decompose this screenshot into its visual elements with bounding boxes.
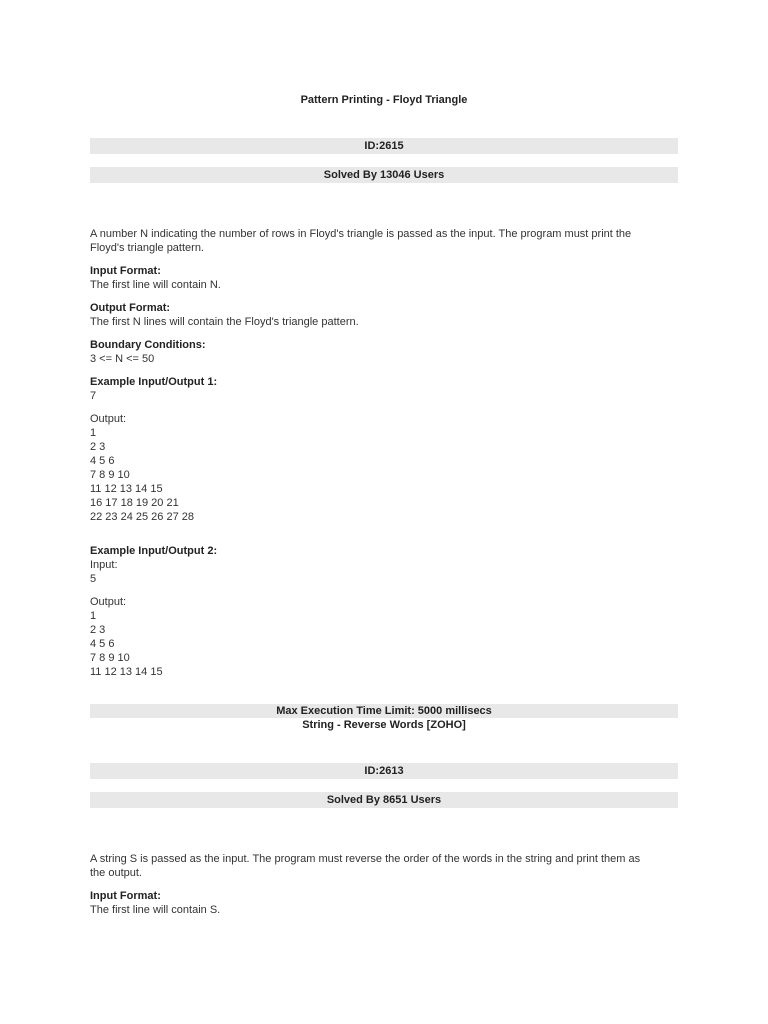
- output-line: 4 5 6: [90, 455, 115, 467]
- input-format-section: [90, 889, 678, 917]
- problem-title: String - Reverse Words [ZOHO]: [302, 719, 466, 731]
- example2-section: [90, 544, 678, 586]
- output-line: 7 8 9 10: [90, 469, 130, 481]
- boundary-text: 3 <= N <= 50: [90, 353, 155, 365]
- output-line: 11 12 13 14 15: [90, 483, 163, 495]
- description-line: A number N indicating the number of rows in Floyd's triangle is passed as the input. The program must print the: [90, 228, 632, 240]
- solved-count-bar: Solved By 13046 Users: [90, 167, 678, 183]
- problem-title: Pattern Printing - Floyd Triangle: [300, 94, 468, 106]
- problem-id-bar: ID:2613: [90, 763, 678, 779]
- time-limit-bar: Max Execution Time Limit: 5000 millisecs: [90, 704, 678, 718]
- output-line: 22 23 24 25 26 27 28: [90, 511, 194, 523]
- input-format-text: The first line will contain S.: [90, 904, 221, 916]
- input-format-label: Input Format:: [90, 265, 161, 277]
- output-format-label: Output Format:: [90, 302, 171, 314]
- boundary-label: Boundary Conditions:: [90, 339, 206, 351]
- input-format-section: [90, 264, 678, 292]
- output-line: 11 12 13 14 15: [90, 666, 163, 678]
- output-line: 2 3: [90, 441, 106, 453]
- output-format-text: The first N lines will contain the Floyd's triangle pattern.: [90, 316, 359, 328]
- example1-label: Example Input/Output 1:: [90, 376, 218, 388]
- output-format-section: [90, 301, 678, 329]
- output-line: 7 8 9 10: [90, 652, 130, 664]
- example2-output-label: Output:: [90, 596, 127, 608]
- output-line: 16 17 18 19 20 21: [90, 497, 179, 509]
- input-format-text: The first line will contain N.: [90, 279, 221, 291]
- description-line: Floyd's triangle pattern.: [90, 242, 204, 254]
- problem-description: [90, 852, 678, 880]
- example2-label: Example Input/Output 2:: [90, 545, 218, 557]
- example2-output: [90, 595, 678, 679]
- output-line: 1: [90, 427, 97, 439]
- problem-description: [90, 227, 678, 255]
- example1-input: 7: [90, 390, 97, 402]
- example1-output: [90, 412, 678, 524]
- description-line: the output.: [90, 867, 142, 879]
- description-line: A string S is passed as the input. The program must reverse the order of the words in the string and print them as: [90, 853, 641, 865]
- output-line: 1: [90, 610, 97, 622]
- input-format-label: Input Format:: [90, 890, 161, 902]
- boundary-section: [90, 338, 678, 366]
- example2-input-label: Input:: [90, 559, 118, 571]
- problem-id-bar: ID:2615: [90, 138, 678, 154]
- output-line: 4 5 6: [90, 638, 115, 650]
- output-line: 2 3: [90, 624, 106, 636]
- example1-output-label: Output:: [90, 413, 127, 425]
- solved-count-bar: Solved By 8651 Users: [90, 792, 678, 808]
- example1-section: [90, 375, 678, 403]
- example2-input: 5: [90, 573, 97, 585]
